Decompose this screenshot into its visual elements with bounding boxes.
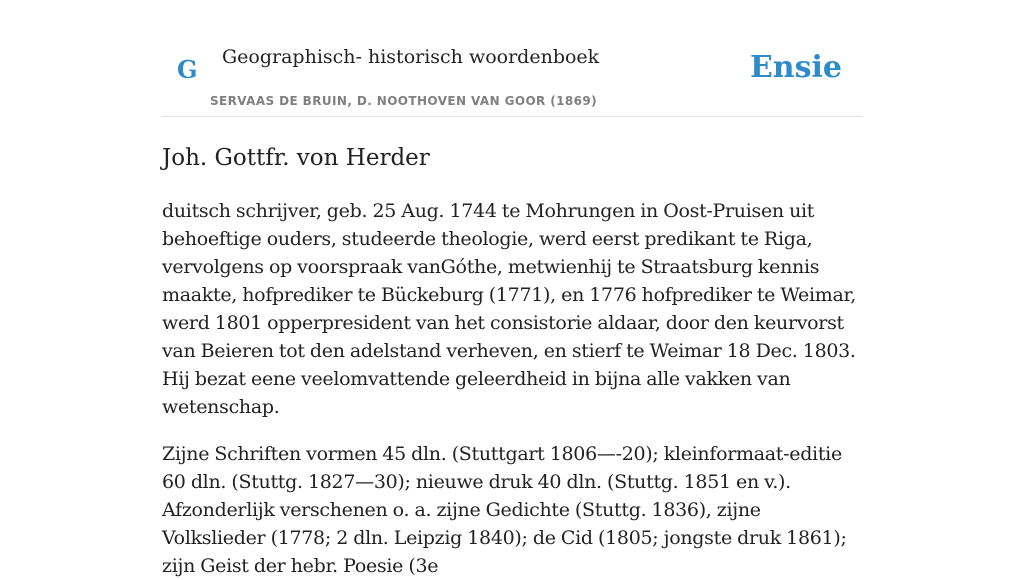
entry-paragraph-1: duitsch schrijver, geb. 25 Aug. 1744 te Mohrungen in Oost-Pruisen uit behoeftige ouders, studeerde theologie, werd eerst predikant te Riga, vervolgens op voorspraak vanGóthe, metwienhij te Straatsburg kennis maakte, hofprediker te Bückeburg (1771), en 1776 hofprediker te Weimar, werd 1801 opperpresident van het consistorie aldaar, door den keurvorst van Beieren tot den adelstand verheven, en stierf te Weimar 18 Dec. 1803. Hij bezat eene veelomvattende geleerdheid in bijna alle vakken van wetenschap. <box>162 200 856 418</box>
letter-g-icon[interactable]: G <box>177 55 198 84</box>
book-title-link[interactable]: Geographisch- historisch woordenboek <box>222 46 600 68</box>
entry-title: Joh. Gottfr. von Herder <box>162 145 430 171</box>
entry-paragraph-2: Zijne Schriften vormen 45 dln. (Stuttgart 1806—-20); kleinformaat-editie 60 dln. (Stuttg. 1827—30); nieuwe druk 40 dln. (Stuttg. 1851 en v.). Afzonderlijk verschenen o. a. zijne Gedichte (Stuttg. 1836), zijne Volkslieder (1778; 2 dln. Leipzig 1840); de Cid (1805; jongste druk 1861); zijn Geist der hebr. Poesie (3e <box>162 443 847 577</box>
ensie-logo[interactable]: Ensie <box>749 50 842 85</box>
article-page <box>162 0 862 580</box>
book-authors: SERVAAS DE BRUIN, D. NOOTHOVEN VAN GOOR (1869) <box>210 94 598 108</box>
book-header <box>162 0 862 117</box>
